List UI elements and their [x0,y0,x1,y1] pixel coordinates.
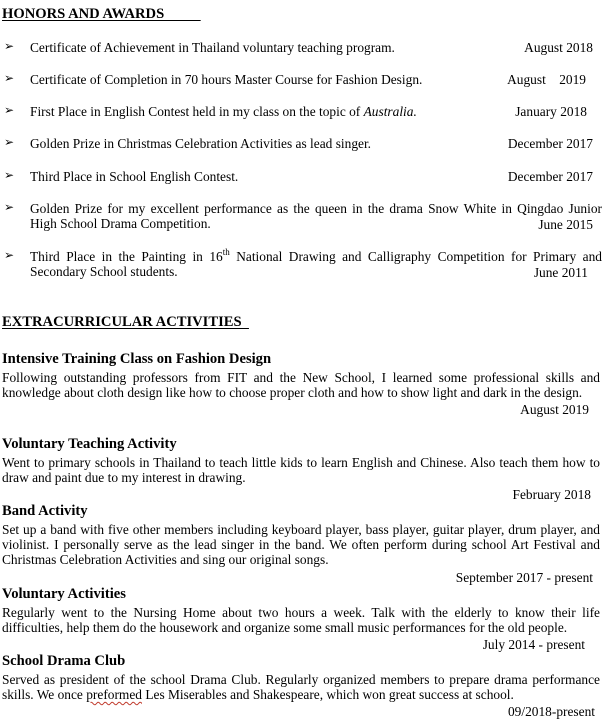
award-date: December 2017 [507,169,593,184]
award-date: June 2011 [533,265,588,280]
activity-description: Served as president of the school Drama Club. Regularly organized members to prepare drama performance skills. We once preformed Les Miserables and Shakespeare, which won great success at school. [2,672,600,702]
activity-title: Voluntary Teaching Activity [2,436,177,452]
award-text: Certificate of Completion in 70 hours Master Course for Fashion Design. [30,72,423,87]
activity-title: School Drama Club [2,653,126,669]
honors-heading: HONORS AND AWARDS [2,6,201,22]
award-date: January 2018 [515,104,587,119]
award-date: August 2019 [507,72,586,87]
activity-date: 09/2018-present [507,704,595,719]
arrowhead-bullet-icon: ➢ [4,39,15,53]
arrowhead-bullet-icon: ➢ [4,248,15,262]
arrowhead-bullet-icon: ➢ [4,71,15,85]
arrowhead-bullet-icon: ➢ [4,135,15,149]
activity-date: September 2017 - present [455,570,593,585]
activity-title: Voluntary Activities [2,586,126,602]
extracurricular-heading: EXTRACURRICULAR ACTIVITIES [2,314,249,330]
activity-date: August 2019 [520,402,589,417]
activity-description: Following outstanding professors from FIT and the New School, I learned some professional skills and knowledge about cloth design like how to choose proper cloth and how to show light and dark in the design. [2,370,600,400]
award-date: December 2017 [507,136,593,151]
spellcheck-flagged-word: preformed [86,687,142,702]
arrowhead-bullet-icon: ➢ [4,200,15,214]
activity-description: Went to primary schools in Thailand to teach little kids to learn English and Chinese. Also teach them how to draw and paint due to my interest in drawing. [2,455,600,485]
award-text: First Place in English Contest held in my class on the topic of Australia. [30,104,417,119]
award-text: Golden Prize in Christmas Celebration Activities as lead singer. [30,136,372,151]
award-text: Third Place in the Painting in 16th National Drawing and Calligraphy Competition for Primary and Secondary School students. [30,247,602,279]
activity-title: Intensive Training Class on Fashion Design [2,351,272,367]
activity-date: July 2014 - present [482,637,585,652]
award-text-italic: Australia. [363,104,417,119]
award-text: Third Place in School English Contest. [30,169,239,184]
arrowhead-bullet-icon: ➢ [4,103,15,117]
activity-title: Band Activity [2,503,88,519]
award-text: Golden Prize for my excellent performance as the queen in the drama Snow White in Qingdao Junior High School Drama Competition. [30,201,602,231]
award-date: June 2015 [538,217,593,232]
award-text: Certificate of Achievement in Thailand voluntary teaching program. [30,40,395,55]
arrowhead-bullet-icon: ➢ [4,168,15,182]
activity-date: February 2018 [512,487,591,502]
activity-description: Regularly went to the Nursing Home about two hours a week. Talk with the elderly to know their life difficulties, help them do the housework and organize some small music performances for the old people. [2,605,600,635]
award-date: August 2018 [524,40,593,55]
activity-description: Set up a band with five other members including keyboard player, bass player, guitar player, drum player, and violinist. I personally serve as the lead singer in the band. We often perform during school Art Festival and Christmas Celebration Activities and sing our original songs. [2,522,600,567]
